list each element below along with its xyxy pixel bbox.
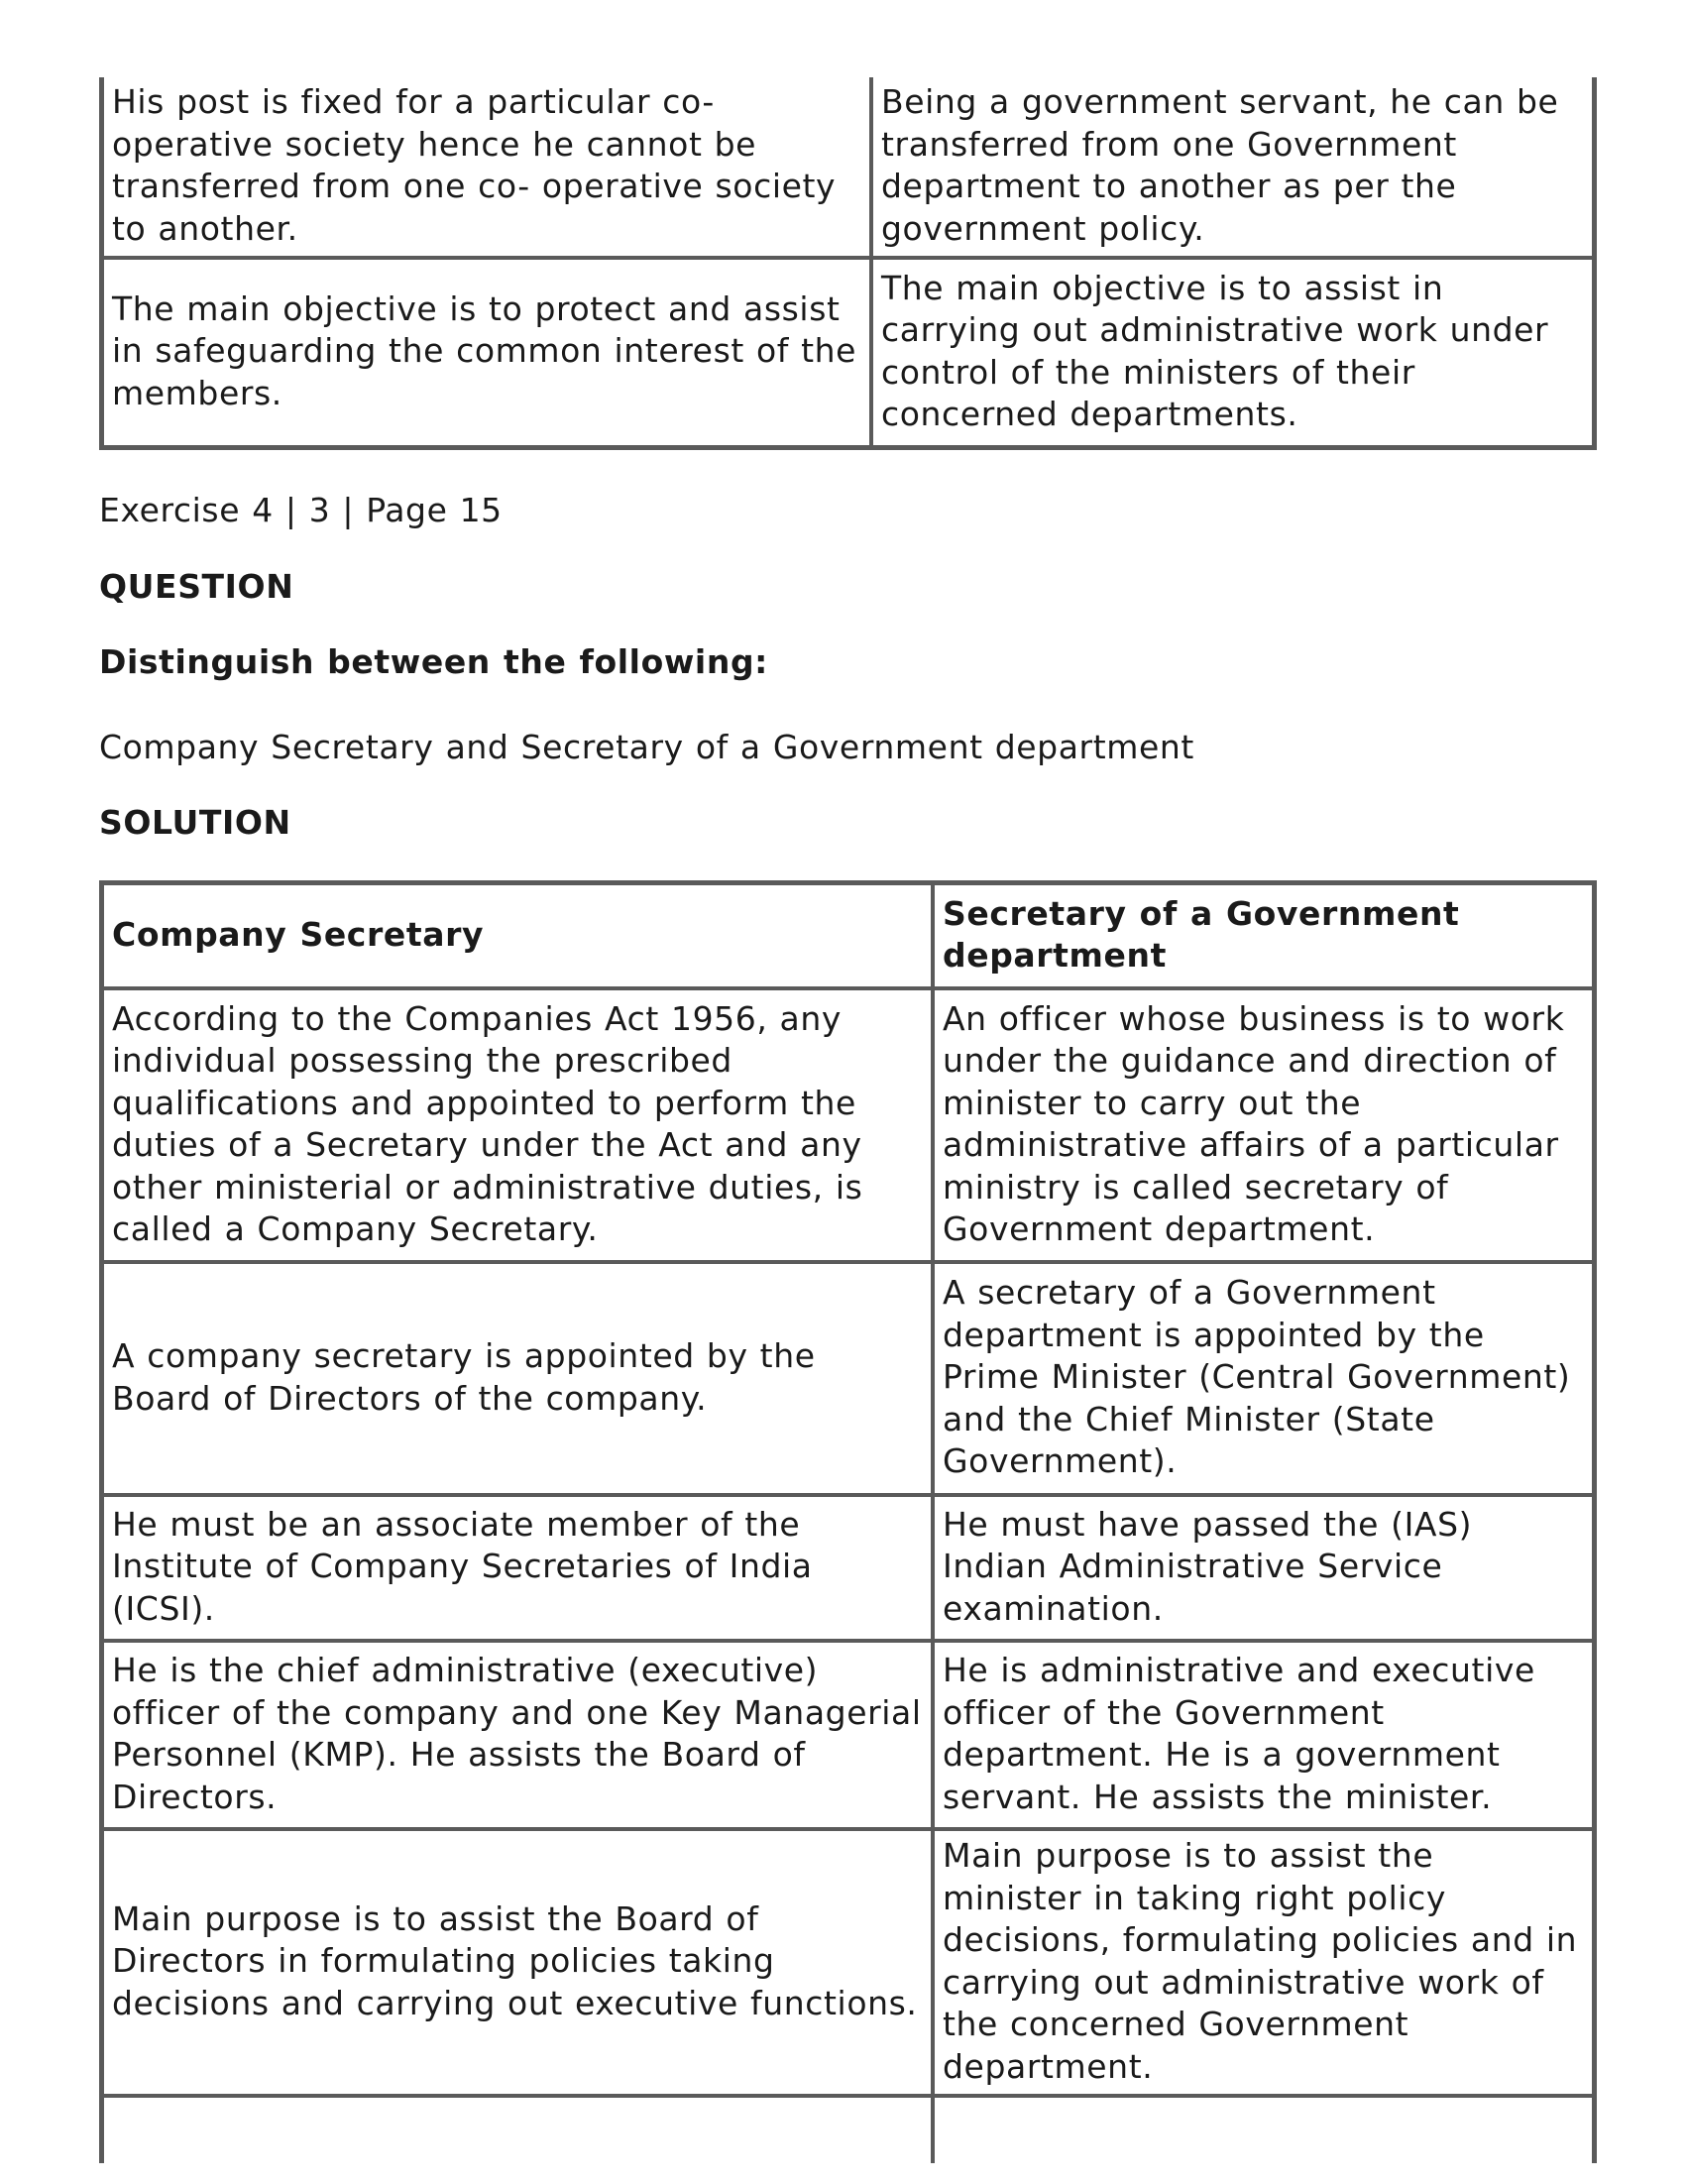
solution-comparison-table xyxy=(99,880,1597,2163)
table-row xyxy=(102,1641,1594,1829)
table-cell-right xyxy=(933,2096,1594,2163)
table-header-row xyxy=(102,883,1594,988)
table-cell-left: The main objective is to protect and assist in safeguarding the common interest of the members. xyxy=(102,258,871,447)
table-cell-left: He must be an associate member of the Institute of Company Secretaries of India (ICSI). xyxy=(102,1495,933,1641)
table-row xyxy=(102,988,1594,1262)
comparison-table-continued xyxy=(99,77,1597,450)
table-cell-left: According to the Companies Act 1956, any individual possessing the prescribed qualifications and appointed to perform the duties of a Secretary under the Act and any other ministerial or administrative duties, is called a Company Secretary. xyxy=(102,988,933,1262)
exercise-reference: Exercise 4 | 3 | Page 15 xyxy=(99,491,503,529)
table-row xyxy=(102,77,1594,258)
table-row xyxy=(102,1829,1594,2096)
table-cell-left xyxy=(102,2096,933,2163)
question-instruction: Distinguish between the following: xyxy=(99,642,768,681)
table-cell-left: His post is fixed for a particular co-operative society hence he cannot be transferred from one co- operative society to another. xyxy=(102,77,871,258)
column-header-company-secretary: Company Secretary xyxy=(102,883,933,988)
table-cell-left: A company secretary is appointed by the Board of Directors of the company. xyxy=(102,1262,933,1495)
table-cell-right: He must have passed the (IAS) Indian Administrative Service examination. xyxy=(933,1495,1594,1641)
table-cell-right: A secretary of a Government department is appointed by the Prime Minister (Central Government) and the Chief Minister (State Government). xyxy=(933,1262,1594,1495)
table-cell-right: An officer whose business is to work under the guidance and direction of minister to carry out the administrative affairs of a particular ministry is called secretary of Government department. xyxy=(933,988,1594,1262)
table-row xyxy=(102,1495,1594,1641)
table-cell-right: He is administrative and executive officer of the Government department. He is a government servant. He assists the minister. xyxy=(933,1641,1594,1829)
question-heading: QUESTION xyxy=(99,567,294,606)
table-cell-left: He is the chief administrative (executive) officer of the company and one Key Managerial Personnel (KMP). He assists the Board of Directors. xyxy=(102,1641,933,1829)
table-row xyxy=(102,258,1594,447)
column-header-government-secretary: Secretary of a Government department xyxy=(933,883,1594,988)
question-text: Company Secretary and Secretary of a Government department xyxy=(99,728,1194,766)
table-cell-left: Main purpose is to assist the Board of Directors in formulating policies taking decisions and carrying out executive functions. xyxy=(102,1829,933,2096)
table-row xyxy=(102,1262,1594,1495)
table-cell-right: The main objective is to assist in carrying out administrative work under control of the ministers of their concerned departments. xyxy=(871,258,1594,447)
solution-heading: SOLUTION xyxy=(99,803,291,842)
table-row-empty xyxy=(102,2096,1594,2163)
table-cell-right: Main purpose is to assist the minister in taking right policy decisions, formulating policies and in carrying out administrative work of the concerned Government department. xyxy=(933,1829,1594,2096)
table-cell-right: Being a government servant, he can be transferred from one Government department to another as per the government policy. xyxy=(871,77,1594,258)
